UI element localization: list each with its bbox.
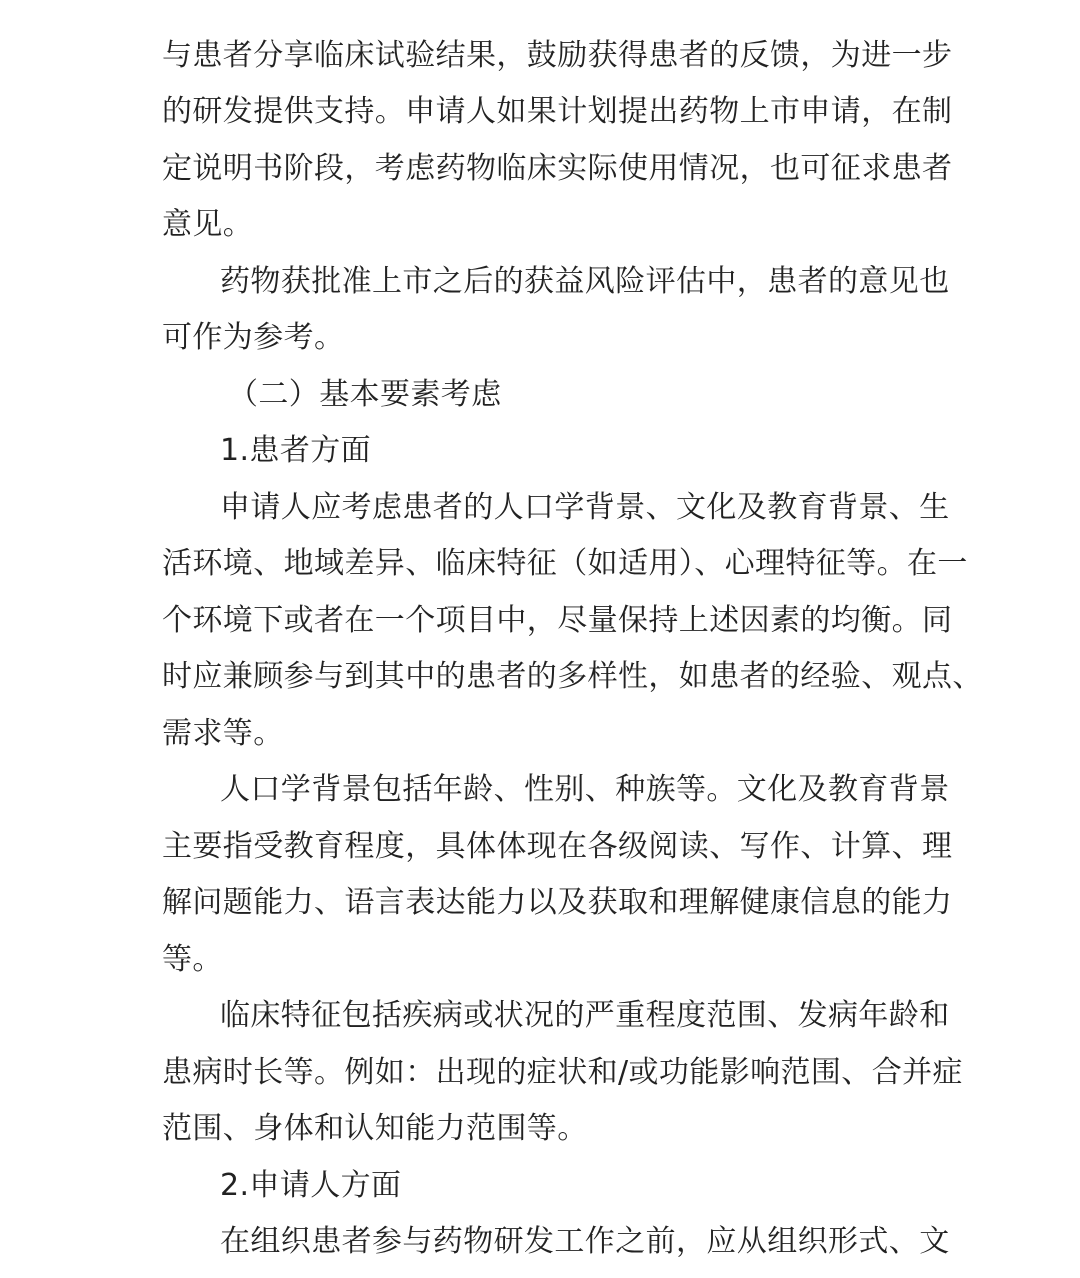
text-line: 需求等。: [162, 716, 284, 751]
section-heading: （二）基本要素考虑: [228, 377, 502, 412]
subsection-heading: 1.患者方面: [220, 433, 372, 468]
text-line: 申请人应考虑患者的人口学背景、文化及教育背景、生: [220, 490, 950, 525]
text-line: 患病时长等。例如：出现的症状和/或功能影响范围、合并症: [162, 1055, 963, 1090]
text-line: 在组织患者参与药物研发工作之前，应从组织形式、文: [220, 1224, 950, 1259]
text-line: 活环境、地域差异、临床特征（如适用）、心理特征等。在一: [162, 546, 968, 581]
text-line: 主要指受教育程度，具体体现在各级阅读、写作、计算、理: [162, 829, 953, 864]
text-line: 的研发提供支持。申请人如果计划提出药物上市申请，在制: [162, 94, 953, 129]
text-line: 定说明书阶段，考虑药物临床实际使用情况，也可征求患者: [162, 151, 953, 186]
text-line: 药物获批准上市之后的获益风险评估中，患者的意见也: [220, 264, 950, 299]
text-line: 等。: [162, 942, 223, 977]
text-line: 时应兼顾参与到其中的患者的多样性，如患者的经验、观点、: [162, 659, 983, 694]
text-line: 临床特征包括疾病或状况的严重程度范围、发病年龄和: [220, 998, 950, 1033]
text-line: 个环境下或者在一个项目中，尽量保持上述因素的均衡。同: [162, 603, 953, 638]
text-line: 范围、身体和认知能力范围等。: [162, 1111, 588, 1146]
text-line: 与患者分享临床试验结果，鼓励获得患者的反馈，为进一步: [162, 38, 953, 73]
text-line: 可作为参考。: [162, 320, 345, 355]
text-line: 人口学背景包括年龄、性别、种族等。文化及教育背景: [220, 772, 950, 807]
subsection-heading: 2.申请人方面: [220, 1168, 402, 1203]
text-line: 意见。: [162, 207, 254, 242]
text-line: 解问题能力、语言表达能力以及获取和理解健康信息的能力: [162, 885, 953, 920]
